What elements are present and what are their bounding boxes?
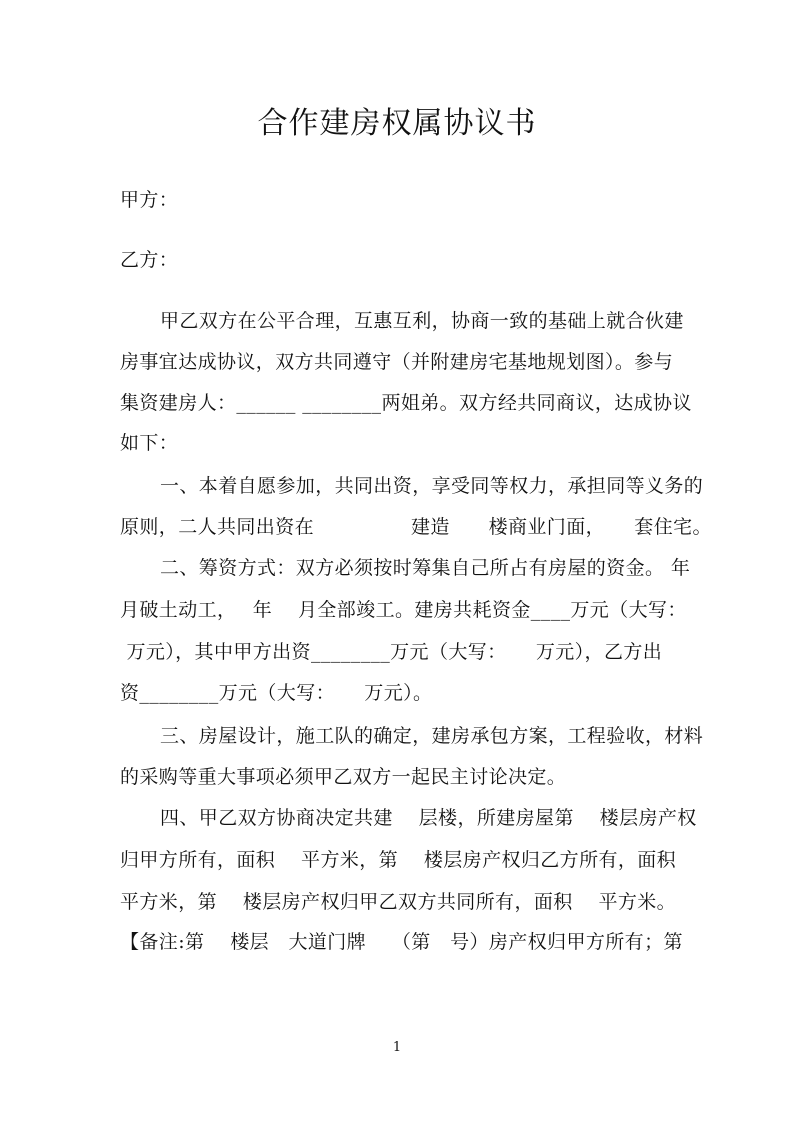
body-line: 房事宜达成协议，双方共同遵守（并附建房宅基地规划图）。参与 xyxy=(120,351,674,373)
page-number: 1 xyxy=(392,1040,402,1055)
body-line: 四、甲乙双方协商决定共建 层楼，所建房屋第 楼层房产权 xyxy=(160,807,697,829)
body-line: 一、本着自愿参加，共同出资，享受同等权力，承担同等义务的 xyxy=(160,475,704,497)
body-line: 集资建房人：______ ________两姐弟。双方经共同商议，达成协议 xyxy=(120,392,692,414)
body-line: 【备注:第 楼层 大道门牌 （第 号）房产权归甲方所有；第 xyxy=(120,931,683,953)
body-line: 万元），其中甲方出资________万元（大写： 万元），乙方出 xyxy=(120,641,663,663)
body-line: 甲乙双方在公平合理，互惠互利，协商一致的基础上就合伙建 xyxy=(160,310,684,332)
body-line: 原则，二人共同出资在 建造 楼商业门面， 套住宅。 xyxy=(120,516,712,538)
body-line: 资________万元（大写： 万元）。 xyxy=(120,682,433,704)
party-b-label: 乙方： xyxy=(120,249,179,271)
body-line: 月破土动工， 年 月全部竣工。建房共耗资金____万元（大写： xyxy=(120,599,687,621)
body-line: 归甲方所有，面积 平方米，第 楼层房产权归乙方所有，面积 xyxy=(120,849,677,871)
party-a-label: 甲方： xyxy=(120,189,179,211)
document-title: 合作建房权属协议书 xyxy=(257,106,537,141)
body-line: 三、房屋设计，施工队的确定，建房承包方案，工程验收，材料 xyxy=(160,725,704,747)
body-line: 的采购等重大事项必须甲乙双方一起民主讨论决定。 xyxy=(120,766,567,788)
body-line: 如下： xyxy=(120,432,179,454)
body-line: 平方米，第 楼层房产权归甲乙双方共同所有，面积 平方米。 xyxy=(120,891,677,913)
body-line: 二、筹资方式：双方必须按时筹集自己所占有房屋的资金。 年 xyxy=(160,557,691,579)
